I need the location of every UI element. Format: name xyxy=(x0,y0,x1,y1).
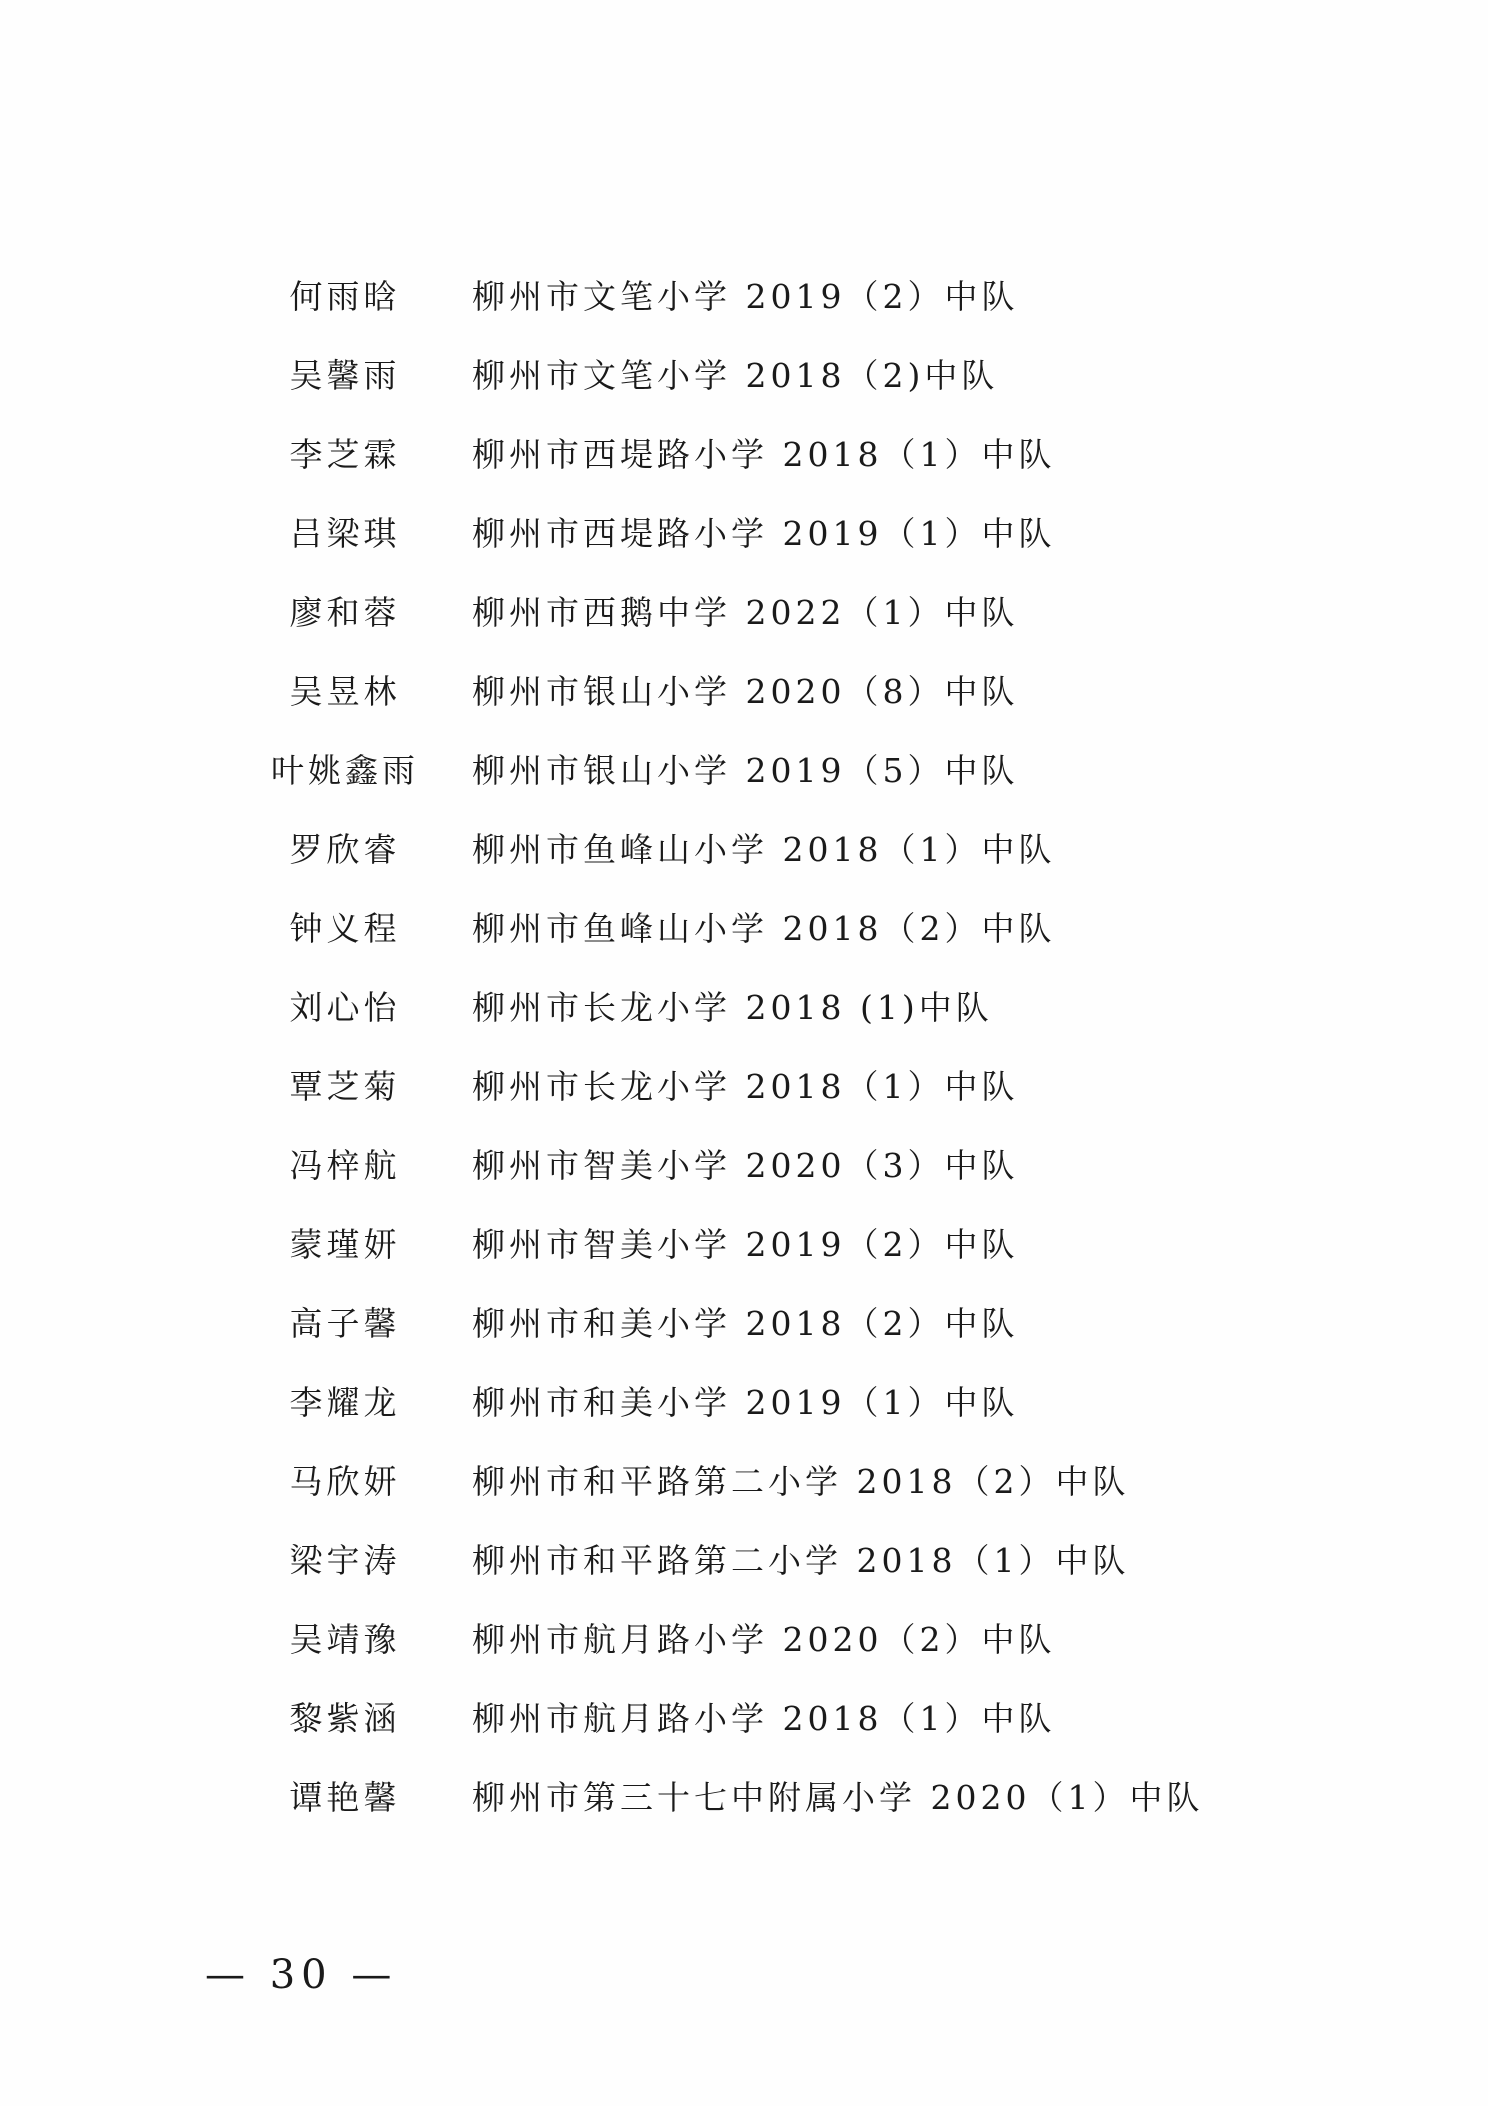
student-name: 钟义程 xyxy=(289,909,401,948)
list-item xyxy=(250,729,1250,808)
school-unit: 柳州市银山小学 2019（5）中队 xyxy=(472,751,1019,790)
school-unit: 柳州市文笔小学 2018（2)中队 xyxy=(472,356,999,395)
student-name: 吴馨雨 xyxy=(289,356,401,395)
list-item xyxy=(250,808,1250,887)
student-name: 李芝霖 xyxy=(289,435,401,474)
school-unit: 柳州市和平路第二小学 2018（2）中队 xyxy=(472,1462,1130,1501)
school-unit: 柳州市文笔小学 2019（2）中队 xyxy=(472,277,1019,316)
school-unit: 柳州市智美小学 2020（3）中队 xyxy=(472,1146,1019,1185)
student-name: 高子馨 xyxy=(289,1304,401,1343)
student-name: 谭艳馨 xyxy=(289,1778,401,1817)
list-item xyxy=(250,1598,1250,1677)
school-unit: 柳州市和美小学 2018（2）中队 xyxy=(472,1304,1019,1343)
student-name: 刘心怡 xyxy=(289,988,401,1027)
student-name: 马欣妍 xyxy=(289,1462,401,1501)
student-name: 吕梁琪 xyxy=(289,514,401,553)
school-unit: 柳州市智美小学 2019（2）中队 xyxy=(472,1225,1019,1264)
list-item xyxy=(250,1361,1250,1440)
list-item xyxy=(250,1045,1250,1124)
school-unit: 柳州市西鹅中学 2022（1）中队 xyxy=(472,593,1019,632)
list-item xyxy=(250,255,1250,334)
student-name: 吴靖豫 xyxy=(289,1620,401,1659)
list-item xyxy=(250,413,1250,492)
school-unit: 柳州市和美小学 2019（1）中队 xyxy=(472,1383,1019,1422)
student-name: 李耀龙 xyxy=(289,1383,401,1422)
student-name: 罗欣睿 xyxy=(289,830,401,869)
page-number: — 30 — xyxy=(205,1952,398,1998)
school-unit: 柳州市航月路小学 2020（2）中队 xyxy=(472,1620,1056,1659)
honor-list xyxy=(250,255,1250,1835)
list-item xyxy=(250,1756,1250,1835)
student-name: 何雨晗 xyxy=(289,277,401,316)
student-name: 廖和蓉 xyxy=(289,593,401,632)
school-unit: 柳州市西堤路小学 2019（1）中队 xyxy=(472,514,1056,553)
list-item xyxy=(250,571,1250,650)
list-item xyxy=(250,334,1250,413)
list-item xyxy=(250,887,1250,966)
school-unit: 柳州市和平路第二小学 2018（1）中队 xyxy=(472,1541,1130,1580)
list-item xyxy=(250,650,1250,729)
school-unit: 柳州市第三十七中附属小学 2020（1）中队 xyxy=(472,1778,1204,1817)
list-item xyxy=(250,966,1250,1045)
list-item xyxy=(250,1440,1250,1519)
list-item xyxy=(250,1519,1250,1598)
list-item xyxy=(250,492,1250,571)
list-item xyxy=(250,1677,1250,1756)
school-unit: 柳州市鱼峰山小学 2018（2）中队 xyxy=(472,909,1056,948)
student-name: 蒙瑾妍 xyxy=(289,1225,401,1264)
list-item xyxy=(250,1124,1250,1203)
school-unit: 柳州市银山小学 2020（8）中队 xyxy=(472,672,1019,711)
student-name: 黎紫涵 xyxy=(289,1699,401,1738)
student-name: 叶姚鑫雨 xyxy=(271,751,419,790)
school-unit: 柳州市长龙小学 2018 (1)中队 xyxy=(472,988,993,1027)
list-item xyxy=(250,1203,1250,1282)
school-unit: 柳州市航月路小学 2018（1）中队 xyxy=(472,1699,1056,1738)
student-name: 梁宇涛 xyxy=(289,1541,401,1580)
school-unit: 柳州市鱼峰山小学 2018（1）中队 xyxy=(472,830,1056,869)
school-unit: 柳州市长龙小学 2018（1）中队 xyxy=(472,1067,1019,1106)
student-name: 覃芝菊 xyxy=(289,1067,401,1106)
list-item xyxy=(250,1282,1250,1361)
student-name: 吴昱林 xyxy=(289,672,401,711)
school-unit: 柳州市西堤路小学 2018（1）中队 xyxy=(472,435,1056,474)
student-name: 冯梓航 xyxy=(289,1146,401,1185)
